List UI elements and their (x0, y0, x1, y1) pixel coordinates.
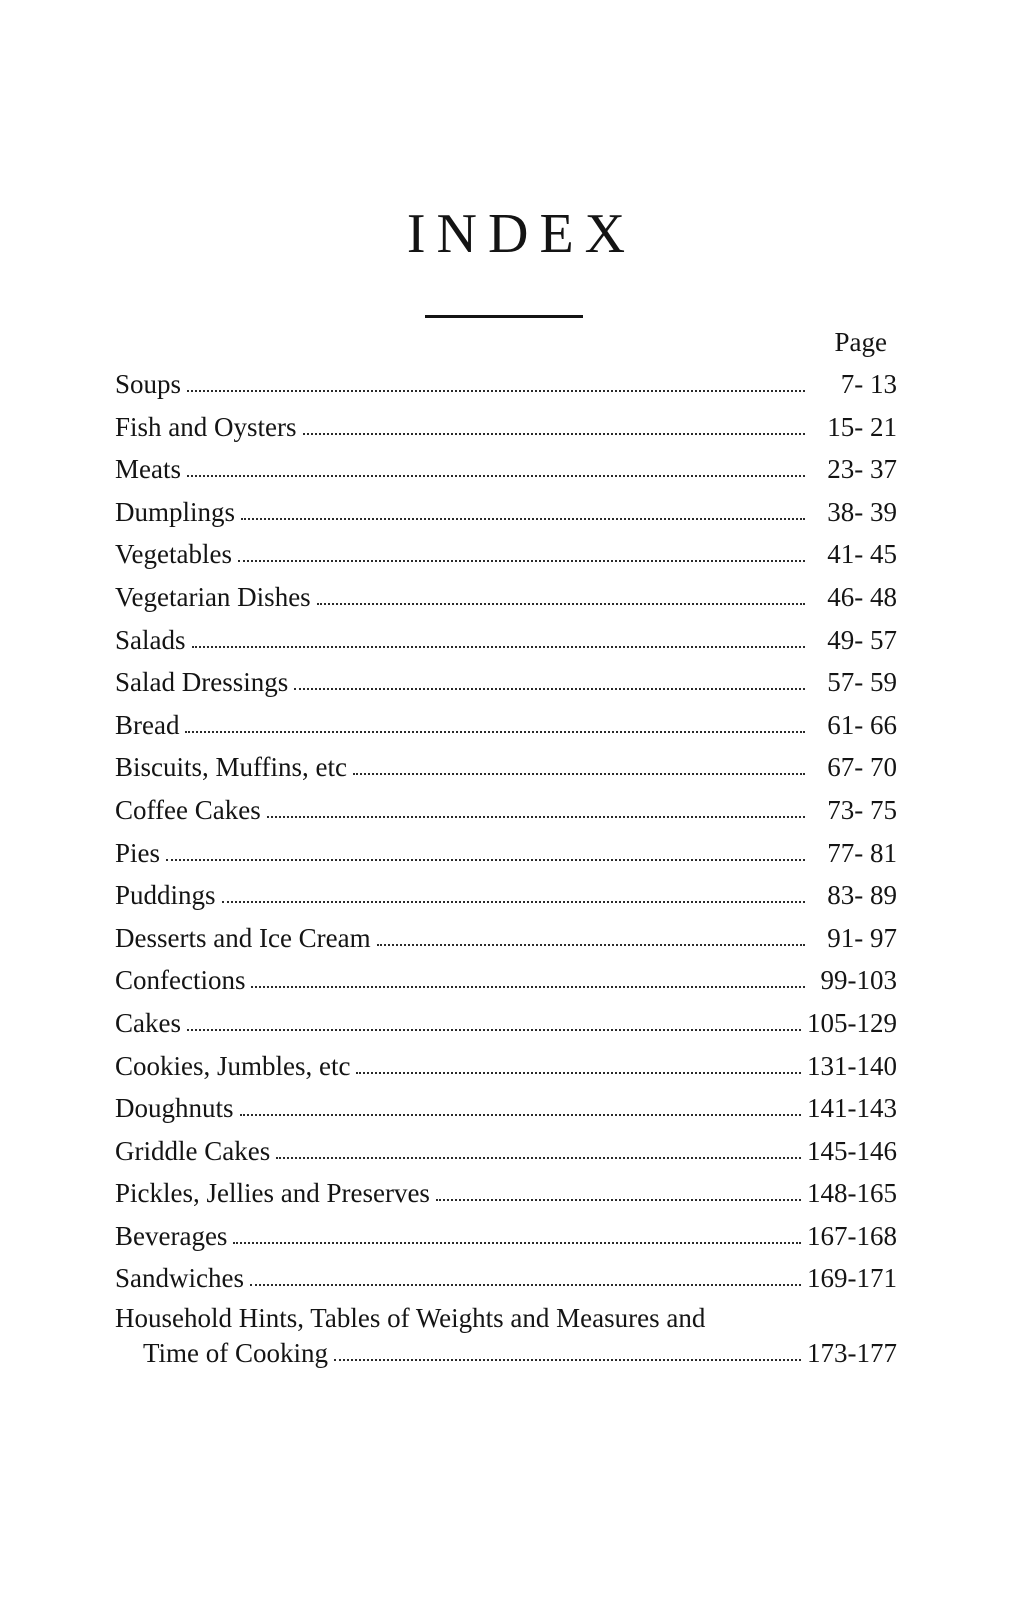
index-entry (115, 448, 897, 491)
dot-leader (192, 644, 806, 648)
dot-leader (251, 984, 805, 988)
dot-leader (250, 1282, 801, 1286)
entry-pages: 148-165 (807, 1178, 897, 1209)
entry-pages: 67- 70 (827, 752, 897, 783)
dot-leader (276, 1155, 801, 1159)
entry-label: Sandwiches (115, 1263, 244, 1294)
index-entry (115, 363, 897, 406)
entry-pages: 15- 21 (827, 411, 897, 442)
index-entry (115, 1002, 897, 1045)
index-entry (115, 491, 897, 534)
entry-label: Beverages (115, 1220, 228, 1251)
dot-leader (436, 1197, 801, 1201)
index-entry (115, 1172, 897, 1215)
dot-leader (294, 686, 805, 690)
entry-pages: 23- 37 (827, 454, 897, 485)
index-entry (115, 789, 897, 832)
entry-label: Coffee Cakes (115, 794, 261, 825)
entry-label: Pies (115, 837, 161, 868)
entry-pages: 57- 59 (827, 667, 897, 698)
entry-second-line (115, 1336, 897, 1370)
entry-label: Bread (115, 709, 180, 740)
entry-label: Pickles, Jellies and Preserves (115, 1178, 430, 1209)
entry-label: Vegetarian Dishes (115, 581, 311, 612)
entry-label: Doughnuts (115, 1093, 234, 1124)
index-entry (115, 1130, 897, 1173)
index-entry (115, 704, 897, 747)
entry-pages: 131-140 (807, 1050, 897, 1081)
entry-pages: 77- 81 (827, 837, 897, 868)
entry-pages: 7- 13 (840, 369, 897, 399)
entry-label: Meats (115, 454, 181, 485)
index-entries (115, 363, 897, 1370)
entry-pages: 141-143 (807, 1093, 897, 1124)
entry-label: Dumplings (115, 496, 236, 527)
entry-label: Fish and Oysters (115, 411, 297, 442)
entry-pages: 169-171 (807, 1263, 897, 1294)
dot-leader (356, 1070, 801, 1074)
dot-leader (303, 431, 806, 435)
entry-label: Salad Dressings (115, 667, 289, 698)
entry-label: Puddings (115, 880, 216, 911)
index-entry (115, 959, 897, 1002)
dot-leader (233, 1240, 801, 1244)
entry-label: Salads (115, 624, 186, 655)
entry-pages: 38- 39 (827, 496, 897, 527)
index-entry (115, 1257, 897, 1300)
index-entry (115, 661, 897, 704)
entry-pages: 105-129 (807, 1007, 897, 1038)
index-entry (115, 917, 897, 960)
dot-leader (241, 516, 805, 520)
entry-pages: 73- 75 (827, 794, 897, 825)
dot-leader (185, 729, 805, 733)
entry-pages: 173-177 (807, 1338, 897, 1369)
index-entry (115, 832, 897, 875)
dot-leader (222, 899, 805, 903)
entry-label: Griddle Cakes (115, 1135, 271, 1166)
title-rule (425, 315, 583, 318)
entry-label: Soups (115, 369, 182, 399)
dot-leader (166, 857, 805, 861)
index-entry-household-hints (115, 1300, 897, 1370)
entry-pages: 167-168 (807, 1220, 897, 1251)
entry-pages: 145-146 (807, 1135, 897, 1166)
entry-pages: 46- 48 (827, 581, 897, 612)
index-entry (115, 406, 897, 449)
dot-leader (267, 814, 805, 818)
index-entry (115, 533, 897, 576)
index-entry (115, 874, 897, 917)
dot-leader (377, 942, 805, 946)
entry-label: Confections (115, 965, 246, 996)
index-entry (115, 1087, 897, 1130)
dot-leader (317, 601, 805, 605)
entry-label: Vegetables (115, 539, 232, 570)
entry-pages: 49- 57 (827, 624, 897, 655)
index-entry (115, 619, 897, 662)
index-entry (115, 746, 897, 789)
dot-leader (334, 1357, 801, 1361)
index-entry (115, 1045, 897, 1088)
entry-pages: 83- 89 (827, 880, 897, 911)
page-column-header: Page (834, 327, 887, 357)
entry-pages: 41- 45 (827, 539, 897, 570)
entry-label: Cookies, Jumbles, etc (115, 1050, 351, 1081)
entry-label: Desserts and Ice Cream (115, 922, 371, 953)
dot-leader (240, 1112, 801, 1116)
dot-leader (238, 558, 805, 562)
index-entry (115, 1215, 897, 1258)
dot-leader (353, 771, 805, 775)
entry-label-line-1: Household Hints, Tables of Weights and Measures and (115, 1303, 706, 1334)
entry-label: Biscuits, Muffins, etc (115, 752, 347, 783)
dot-leader (187, 1027, 801, 1031)
dot-leader (187, 388, 805, 392)
entry-pages: 91- 97 (827, 922, 897, 953)
entry-pages: 99-103 (820, 965, 897, 996)
page-title: INDEX (406, 203, 637, 265)
entry-label: Cakes (115, 1007, 181, 1038)
dot-leader (187, 473, 805, 477)
entry-label-line-2: Time of Cooking (143, 1338, 329, 1369)
entry-pages: 61- 66 (827, 709, 897, 740)
index-entry (115, 576, 897, 619)
